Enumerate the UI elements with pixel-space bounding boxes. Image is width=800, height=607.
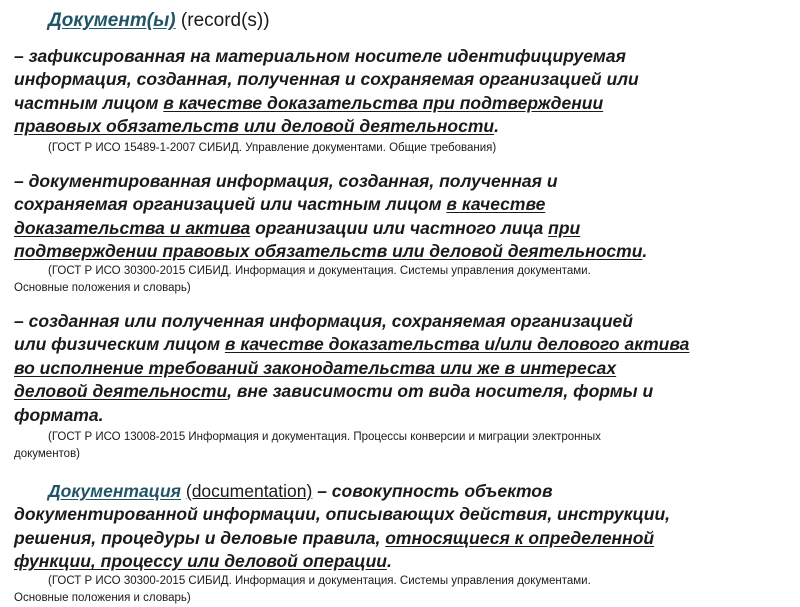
def3-line4 [14, 380, 800, 403]
def2-line3 [14, 217, 800, 240]
def3-line1: – созданная или полученная информация, сохраняемая организацией [14, 311, 633, 331]
term-documentation-english: (documentation) [185, 481, 313, 501]
reference-1 [14, 140, 794, 157]
def4-line3 [14, 527, 800, 550]
def2-line3-underlined: доказательства и актива [14, 217, 251, 238]
def4-line4-underlined: функции, процессу или деловой операции [14, 551, 387, 572]
definition-4 [14, 480, 800, 574]
definition-3 [14, 310, 800, 427]
def3-line4-text: , вне зависимости от вида носителя, формы и [227, 381, 654, 402]
term-documentation: Документация [48, 481, 181, 501]
heading-record [48, 9, 270, 33]
def1-line3 [14, 92, 800, 115]
def1-line2: информация, созданная, полученная и сохраняемая организацией или [14, 69, 639, 90]
def1-line4-underlined: правовых обязательств или деловой деятельности [14, 116, 495, 137]
def3-line5: формата. [14, 404, 104, 425]
def3-line2 [14, 333, 800, 356]
def3-line3-underlined: во исполнение требований законодательства или же в интересах [14, 357, 617, 378]
reference-4-line2: Основные положения и словарь) [14, 592, 191, 604]
def2-line2-underlined: в качестве [446, 194, 546, 215]
definition-1 [14, 45, 800, 139]
def2-line4-end: . [642, 241, 648, 262]
def1-line4 [14, 115, 800, 138]
reference-2-line2: Основные положения и словарь) [14, 282, 191, 294]
definition-2 [14, 170, 800, 264]
def2-line4 [14, 240, 800, 263]
def4-line1-text: – совокупность объектов [312, 481, 553, 501]
def4-line2: документированной информации, описывающих действия, инструкции, [14, 504, 670, 525]
def3-line2-underlined: в качестве доказательства и/или делового актива [224, 334, 690, 355]
reference-1-line1: (ГОСТ Р ИСО 15489-1-2007 СИБИД. Управление документами. Общие требования) [48, 142, 497, 154]
reference-2 [14, 263, 794, 297]
reference-3-line2: документов) [14, 448, 81, 460]
def1-line3-underlined: в качестве доказательства при подтверждении [163, 92, 604, 113]
reference-2-line1: (ГОСТ Р ИСО 30300-2015 СИБИД. Информация и документация. Системы управления документами. [48, 265, 591, 277]
def1-line1: – зафиксированная на материальном носителе идентифицируемая [14, 46, 626, 66]
term-record: Документ(ы) [48, 10, 176, 31]
reference-4 [14, 573, 794, 607]
def1-line3-text: частным лицом [14, 92, 164, 113]
term-record-english: (record(s)) [180, 10, 270, 31]
reference-4-line1: (ГОСТ Р ИСО 30300-2015 СИБИД. Информация и документация. Системы управления документами. [48, 575, 591, 587]
def4-line3-text: решения, процедуры и деловые правила, [14, 527, 386, 548]
reference-3-line1: (ГОСТ Р ИСО 13008-2015 Информация и документация. Процессы конверсии и миграции электронных [48, 431, 601, 443]
def1-line4-end: . [494, 116, 499, 137]
def3-line4-underlined: деловой деятельности [14, 381, 228, 402]
def2-line2 [14, 193, 800, 216]
def2-line2-text: сохраняемая организацией или частным лицом [14, 194, 447, 215]
def4-line4 [14, 550, 800, 573]
def2-line1: – документированная информация, созданная, полученная и [14, 171, 558, 191]
reference-3 [14, 429, 794, 463]
def3-line3 [14, 357, 800, 380]
def2-line3-underlined-2: при [548, 217, 581, 238]
def4-line1 [14, 480, 800, 503]
def4-line3-underlined: относящиеся к определенной [385, 527, 655, 548]
def2-line4-underlined: подтверждении правовых обязательств или деловой деятельности [14, 241, 643, 262]
def4-line4-end: . [386, 551, 392, 572]
def3-line2-text: или физическим лицом [14, 334, 225, 355]
def2-line3-text: организации или частного лица [250, 217, 549, 238]
